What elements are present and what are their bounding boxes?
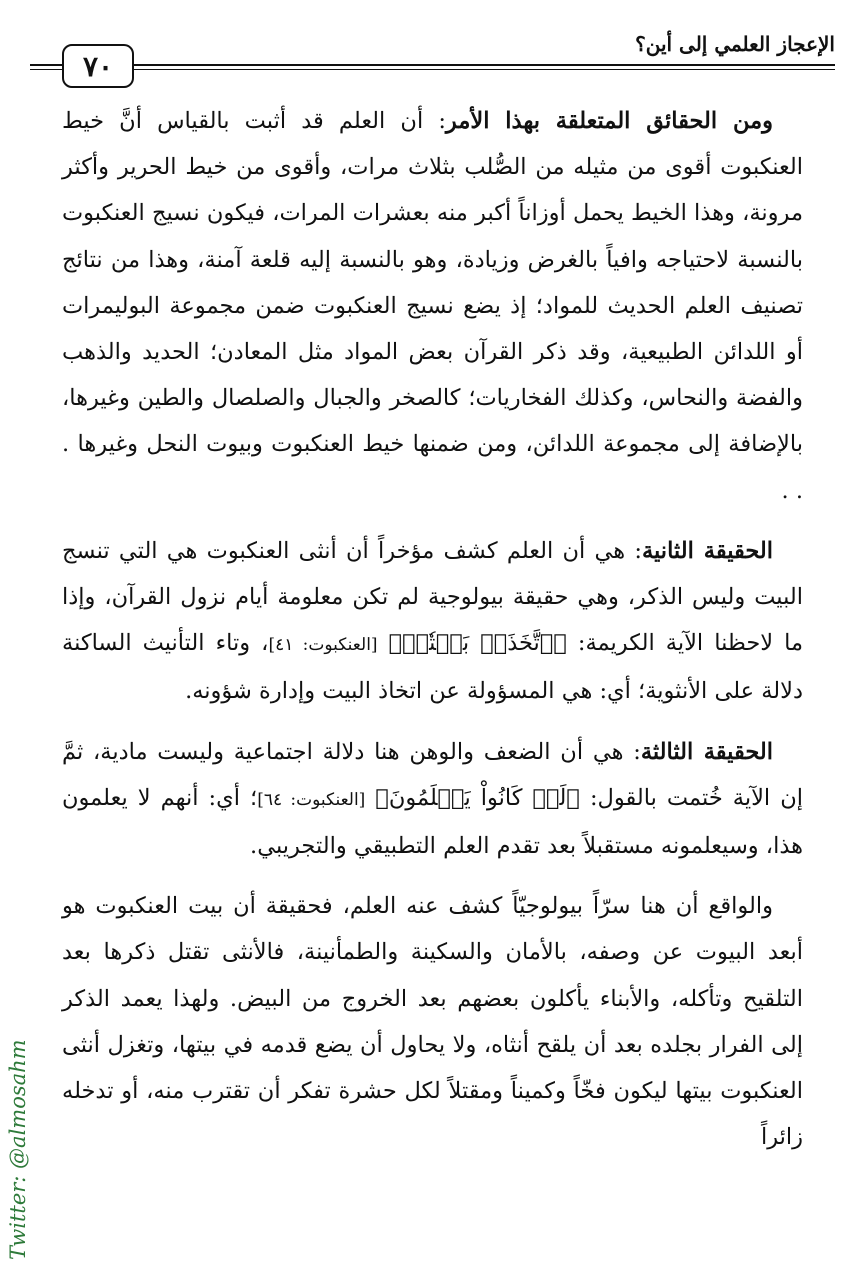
running-title: الإعجاز العلمي إلى أين؟ [635,32,835,56]
paragraph-lead: الحقيقة الثالثة [640,738,773,765]
page-number-frame [30,42,138,86]
page-body [62,98,803,1160]
paragraph-text: : هي أن الضعف والوهن هنا دلالة اجتماعية وليست مادية، ثمَّ إن الآية خُتمت بالقول: [62,738,804,811]
quran-quote: ﴿لَوۡ كَانُواْ يَعۡلَمُونَ﴾ [375,784,580,811]
paragraph-lead: ومن الحقائق المتعلقة بهذا الأمر [445,108,773,134]
paragraph-text: : هي أن العلم كشف مؤخراً أن أنثى العنكبوت هي التي تنسج البيت وليس الذكر، وهي حقيقة بيولوجية لم تكن معلومة أيام نزول القرآن، وإذا ما لاحظنا الآية الكريمة: [62,537,804,657]
paragraph-1 [62,98,803,514]
verse-reference: [العنكبوت: ٦٤] [257,789,366,810]
verse-reference: [العنكبوت: ٤١] [268,635,378,656]
header-rule [30,64,835,66]
paragraph-text: : أن العلم قد أثبت بالقياس أنَّ خيط العنكبوت أقوى من مثيله من الصُّلب بثلاث مرات، وأقوى من خيط الحرير وأكثر مرونة، وهذا الخيط يحمل أوزاناً أكبر منه بعشرات المرات، فيكون نسيج العنكبوت بالنسبة لاحتياجه وافياً بالغرض وزيادة، وهو بالنسبة إليه قلعة آمنة، وهذا من نتائج تصنيف العلم الحديث للمواد؛ إذ يضع نسيج العنكبوت ضمن مجموعة البوليمرات أو اللدائن الطبيعية، وقد ذكر القرآن بعض المواد مثل المعادن؛ الحديد والذهب والفضة والنحاس، وكذلك الفخاريات؛ كالصخر والجبال والصلصال والطين وغيرها، بالإضافة إلى مجموعة اللدائن، ومن ضمنها خيط العنكبوت وبيوت النحل وغيرها . . . [62,108,803,504]
paragraph-lead: الحقيقة الثانية [641,537,773,564]
page-number: ٧٠ [62,44,134,88]
paragraph-4 [62,883,803,1160]
watermark: Twitter: @almosahm [6,1039,30,1260]
header-rule-left [30,64,58,66]
page-header [30,28,835,83]
paragraph-text: ؛ أي: أنهم لا يعلمون هذا، وسيعلمونه مستقبلاً بعد تقدم العلم التطبيقي والتجريبي. [62,784,803,860]
quran-quote: ﴿ٱتَّخَذَتۡ بَيۡتٗاۖ﴾ [388,630,567,657]
paragraph-2 [62,528,803,715]
paragraph-3 [62,729,803,870]
header-rule-left-thin [30,69,58,70]
header-rule-thin [30,69,835,70]
paragraph-text: والواقع أن هنا سرّاً بيولوجيّاً كشف عنه العلم، فحقيقة أن بيت العنكبوت هو أبعد البيوت عن وصفه، بالأمان والسكينة والطمأنينة، فالأنثى تقتل ذكرها بعد التلقيح وتأكله، والأبناء يأكلون بعضهم بعد الخروج من البيض. ولهذا يعمد الذكر إلى الفرار بجلده بعد أن يلقح أنثاه، ولا يحاول أن يضع قدمه في بيتها، وتغزل أنثى العنكبوت بيتها ليكون فخّاً وكميناً ومقتلاً لكل حشرة تفكر أن تقترب منه، أو تدخله زائراً [62,893,803,1151]
paragraph-text: ، وتاء التأنيث الساكنة دلالة على الأنثوية؛ أي: هي المسؤولة عن اتخاذ البيت وإدارة شؤونه. [62,630,803,705]
